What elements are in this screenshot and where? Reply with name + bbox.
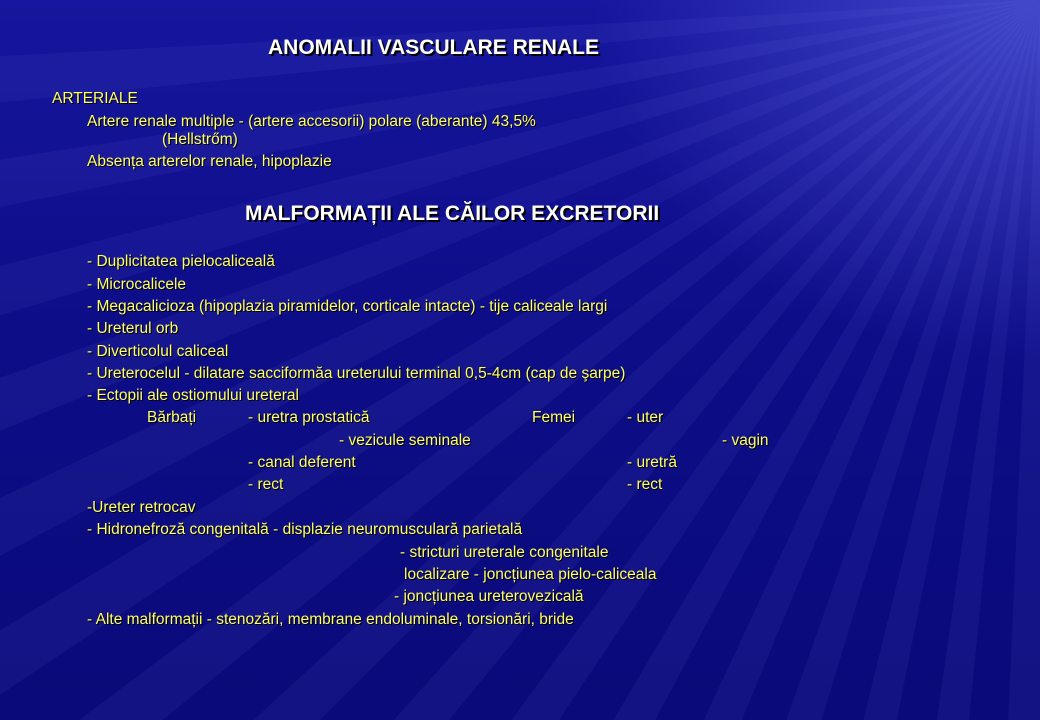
ectopia-men-item: - uretra prostatică (248, 409, 370, 426)
ectopia-women-item: - uter (627, 409, 664, 426)
list-item-duplication: - Duplicitatea pielocaliceală (87, 253, 275, 270)
list-item-absent-arteries: Absența arterelor renale, hipoplazie (87, 153, 332, 170)
list-item-location: localizare - joncțiunea pielo-caliceala (404, 566, 657, 583)
list-item-microcalyces: - Microcalicele (87, 276, 187, 293)
list-item-multiple-arteries: Artere renale multiple - (artere accesorii) polare (aberante) 43,5% (87, 113, 536, 130)
ectopia-men-item: - rect (248, 476, 284, 493)
list-item-citation: (Hellstrőm) (162, 131, 238, 148)
title-excretory-malformations: MALFORMAȚII ALE CĂILOR EXCRETORII (245, 202, 660, 225)
list-item-hydronephrosis: - Hidronefroză congenitală - displazie neuromusculară parietală (87, 521, 523, 538)
ectopia-women-item: - uretră (627, 454, 677, 471)
ectopia-women-item: - vagin (722, 432, 769, 449)
list-item-ectopic-orifice: - Ectopii ale ostiomului ureteral (87, 387, 299, 404)
title-vascular-anomalies: ANOMALII VASCULARE RENALE (268, 36, 599, 59)
ectopia-women-label: Femei (532, 409, 576, 426)
list-item-retrocaval-ureter: -Ureter retrocav (87, 499, 196, 516)
ectopia-women-item: - rect (627, 476, 663, 493)
list-item-megacalycosis: - Megacalicioza (hipoplazia piramidelor, corticale intacte) - tije caliceale largi (87, 298, 608, 315)
list-item-ureterovesical-junction: - joncțiunea ureterovezicală (394, 588, 584, 605)
ectopia-men-item: - canal deferent (248, 454, 356, 471)
list-item-strictures: - stricturi ureterale congenitale (400, 544, 609, 561)
list-item-ureterocele: - Ureterocelul - dilatare sacciformăa ureterului terminal 0,5-4cm (cap de şarpe) (87, 365, 626, 382)
ectopia-men-item: - vezicule seminale (339, 432, 471, 449)
list-item-blind-ureter: - Ureterul orb (87, 320, 179, 337)
background-ray (978, 0, 1040, 720)
ectopia-men-label: Bărbați (147, 409, 197, 426)
list-item-calyceal-diverticulum: - Diverticolul caliceal (87, 343, 229, 360)
list-item-other-malformations: - Alte malformații - stenozări, membrane endoluminale, torsionări, bride (87, 611, 574, 628)
section-label-arterial: ARTERIALE (52, 90, 138, 107)
